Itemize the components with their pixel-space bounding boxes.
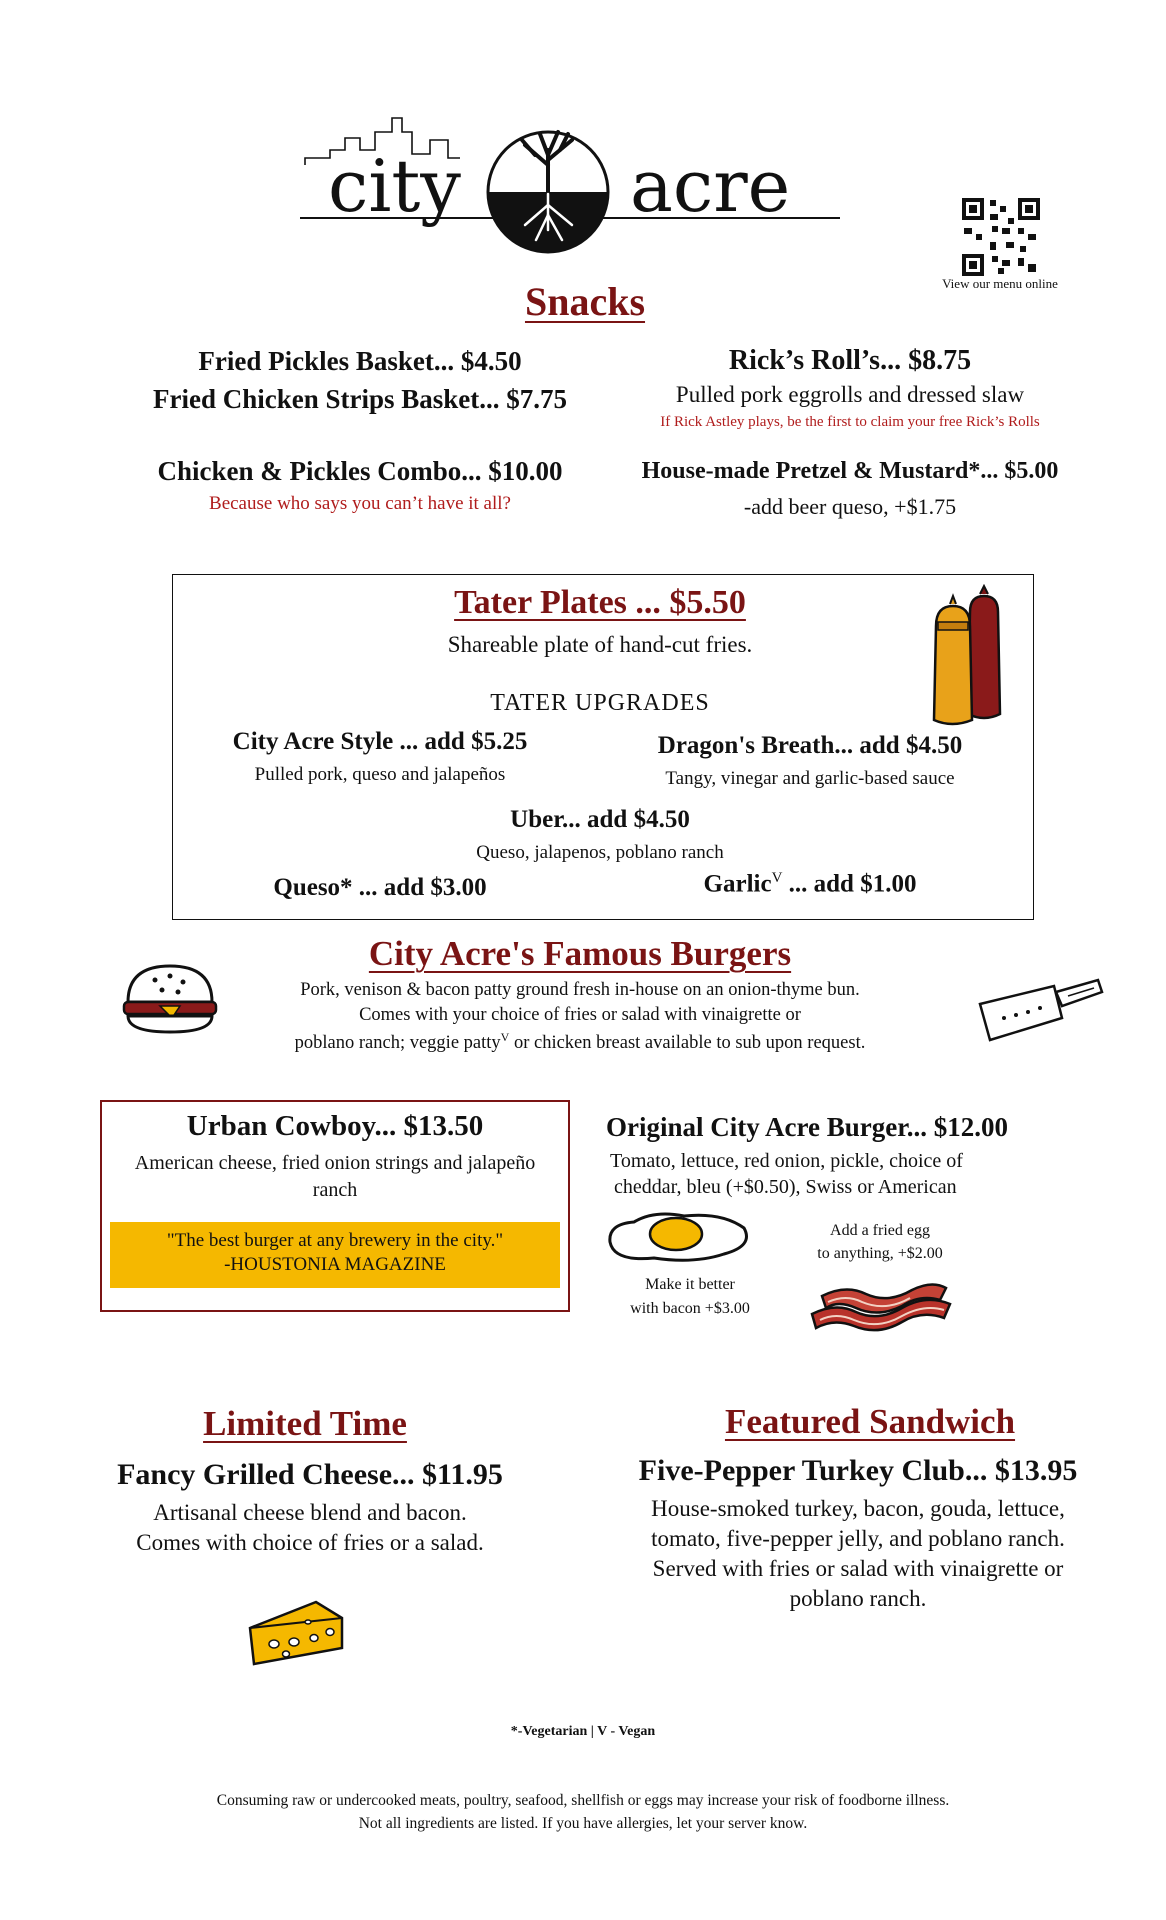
bacon-note-line2: with bacon +$3.00 xyxy=(630,1300,750,1317)
tater-dragons-breath: Dragon's Breath... add $4.50 xyxy=(657,732,963,759)
cleaver-icon xyxy=(976,970,1106,1050)
snack-ricks-rolls-desc: Pulled pork eggrolls and dressed slaw xyxy=(675,382,1025,407)
ketchup-mustard-icon xyxy=(922,584,1022,726)
bacon-note-line1: Make it better xyxy=(645,1276,735,1293)
burgers-desc-line3b: or chicken breast available to sub upon request. xyxy=(509,1033,866,1054)
footer-disclaimer-line2: Not all ingredients are listed. If you have allergies, let your server know. xyxy=(358,1815,808,1832)
snack-pretzel-desc: -add beer queso, +$1.75 xyxy=(743,494,957,519)
tater-uber-desc: Queso, jalapenos, poblano ranch xyxy=(476,842,724,863)
featured-item-desc3: Served with fries or salad with vinaigrette or xyxy=(652,1556,1064,1581)
logo-text-acre: acre xyxy=(630,144,791,228)
original-burger-name: Original City Acre Burger... $12.00 xyxy=(606,1112,1008,1142)
burgers-desc-line2: Comes with your choice of fries or salad with vinaigrette or xyxy=(359,1005,801,1025)
footer-disclaimer-line1: Consuming raw or undercooked meats, poultry, seafood, shellfish or eggs may increase your risk of foodborne illness. xyxy=(216,1792,950,1809)
tater-queso: Queso* ... add $3.00 xyxy=(273,874,487,901)
qr-code-icon[interactable] xyxy=(962,198,1040,276)
tater-upgrades-label: TATER UPGRADES xyxy=(490,690,710,716)
limited-item-desc2: Comes with choice of fries or a salad. xyxy=(136,1530,484,1555)
tater-city-acre-style: City Acre Style ... add $5.25 xyxy=(232,728,528,755)
vegan-marker: V xyxy=(500,1030,510,1044)
egg-note-line2: to anything, +$2.00 xyxy=(817,1245,943,1262)
featured-item-name: Five-Pepper Turkey Club... $13.95 xyxy=(638,1454,1078,1487)
snacks-title: Snacks xyxy=(524,279,646,324)
tater-garlic-label: Garlic xyxy=(703,870,772,898)
burgers-desc-line1: Pork, venison & bacon patty ground fresh in-house on an onion-thyme bun. xyxy=(300,980,860,1000)
tater-garlic xyxy=(640,870,980,898)
dietary-legend: *-Vegetarian | V - Vegan xyxy=(510,1724,656,1739)
tater-subtitle: Shareable plate of hand-cut fries. xyxy=(447,632,753,657)
quote-source: -HOUSTONIA MAGAZINE xyxy=(224,1254,446,1275)
quote-text: "The best burger at any brewery in the city." xyxy=(166,1230,504,1251)
urban-cowboy-desc: American cheese, fried onion strings and jalapeño ranch xyxy=(134,1152,536,1201)
tater-title: Tater Plates ... $5.50 xyxy=(454,584,746,621)
tater-dragons-breath-desc: Tangy, vinegar and garlic-based sauce xyxy=(665,768,955,789)
egg-note-line1: Add a fried egg xyxy=(830,1222,930,1239)
limited-time-title: Limited Time xyxy=(203,1404,407,1443)
snack-pretzel: House-made Pretzel & Mustard*... $5.00 xyxy=(641,458,1059,484)
snack-chicken-pickles-combo: Chicken & Pickles Combo... $10.00 xyxy=(157,456,563,486)
burgers-desc-line3 xyxy=(220,1030,940,1054)
original-burger-desc1: Tomato, lettuce, red onion, pickle, choice of xyxy=(610,1150,963,1172)
snack-fried-chicken-strips: Fried Chicken Strips Basket... $7.75 xyxy=(152,384,568,414)
vegan-marker: V xyxy=(771,870,783,886)
featured-item-desc1: House-smoked turkey, bacon, gouda, lettuce, xyxy=(651,1496,1065,1521)
snack-ricks-rolls-note: If Rick Astley plays, be the first to claim your free Rick’s Rolls xyxy=(660,414,1040,430)
snack-fried-pickles: Fried Pickles Basket... $4.50 xyxy=(198,346,522,376)
bacon-icon xyxy=(806,1272,956,1342)
limited-item-desc1: Artisanal cheese blend and bacon. xyxy=(153,1500,467,1525)
tater-garlic-price: ... add $1.00 xyxy=(782,870,917,898)
tater-uber: Uber... add $4.50 xyxy=(510,806,690,833)
featured-sandwich-title: Featured Sandwich xyxy=(724,1402,1016,1441)
original-burger-desc2: cheddar, bleu (+$0.50), Swiss or American xyxy=(614,1176,957,1198)
logo-text-city: city xyxy=(328,144,461,228)
logo xyxy=(300,110,840,270)
snack-ricks-rolls: Rick’s Roll’s... $8.75 xyxy=(728,345,972,376)
urban-cowboy-name: Urban Cowboy... $13.50 xyxy=(186,1110,484,1142)
featured-item-desc2: tomato, five-pepper jelly, and poblano ranch. xyxy=(651,1526,1065,1551)
fried-egg-icon xyxy=(604,1206,754,1266)
burgers-title: City Acre's Famous Burgers xyxy=(368,934,792,973)
qr-caption: View our menu online xyxy=(942,276,1058,291)
limited-item-name: Fancy Grilled Cheese... $11.95 xyxy=(117,1458,503,1491)
burger-icon xyxy=(120,960,220,1040)
burgers-desc-line3a: poblano ranch; veggie patty xyxy=(294,1033,501,1054)
cheese-icon xyxy=(246,1598,346,1668)
snack-combo-note: Because who says you can’t have it all? xyxy=(209,493,511,514)
featured-item-desc4: poblano ranch. xyxy=(789,1586,927,1611)
tater-city-acre-style-desc: Pulled pork, queso and jalapeños xyxy=(254,764,506,785)
